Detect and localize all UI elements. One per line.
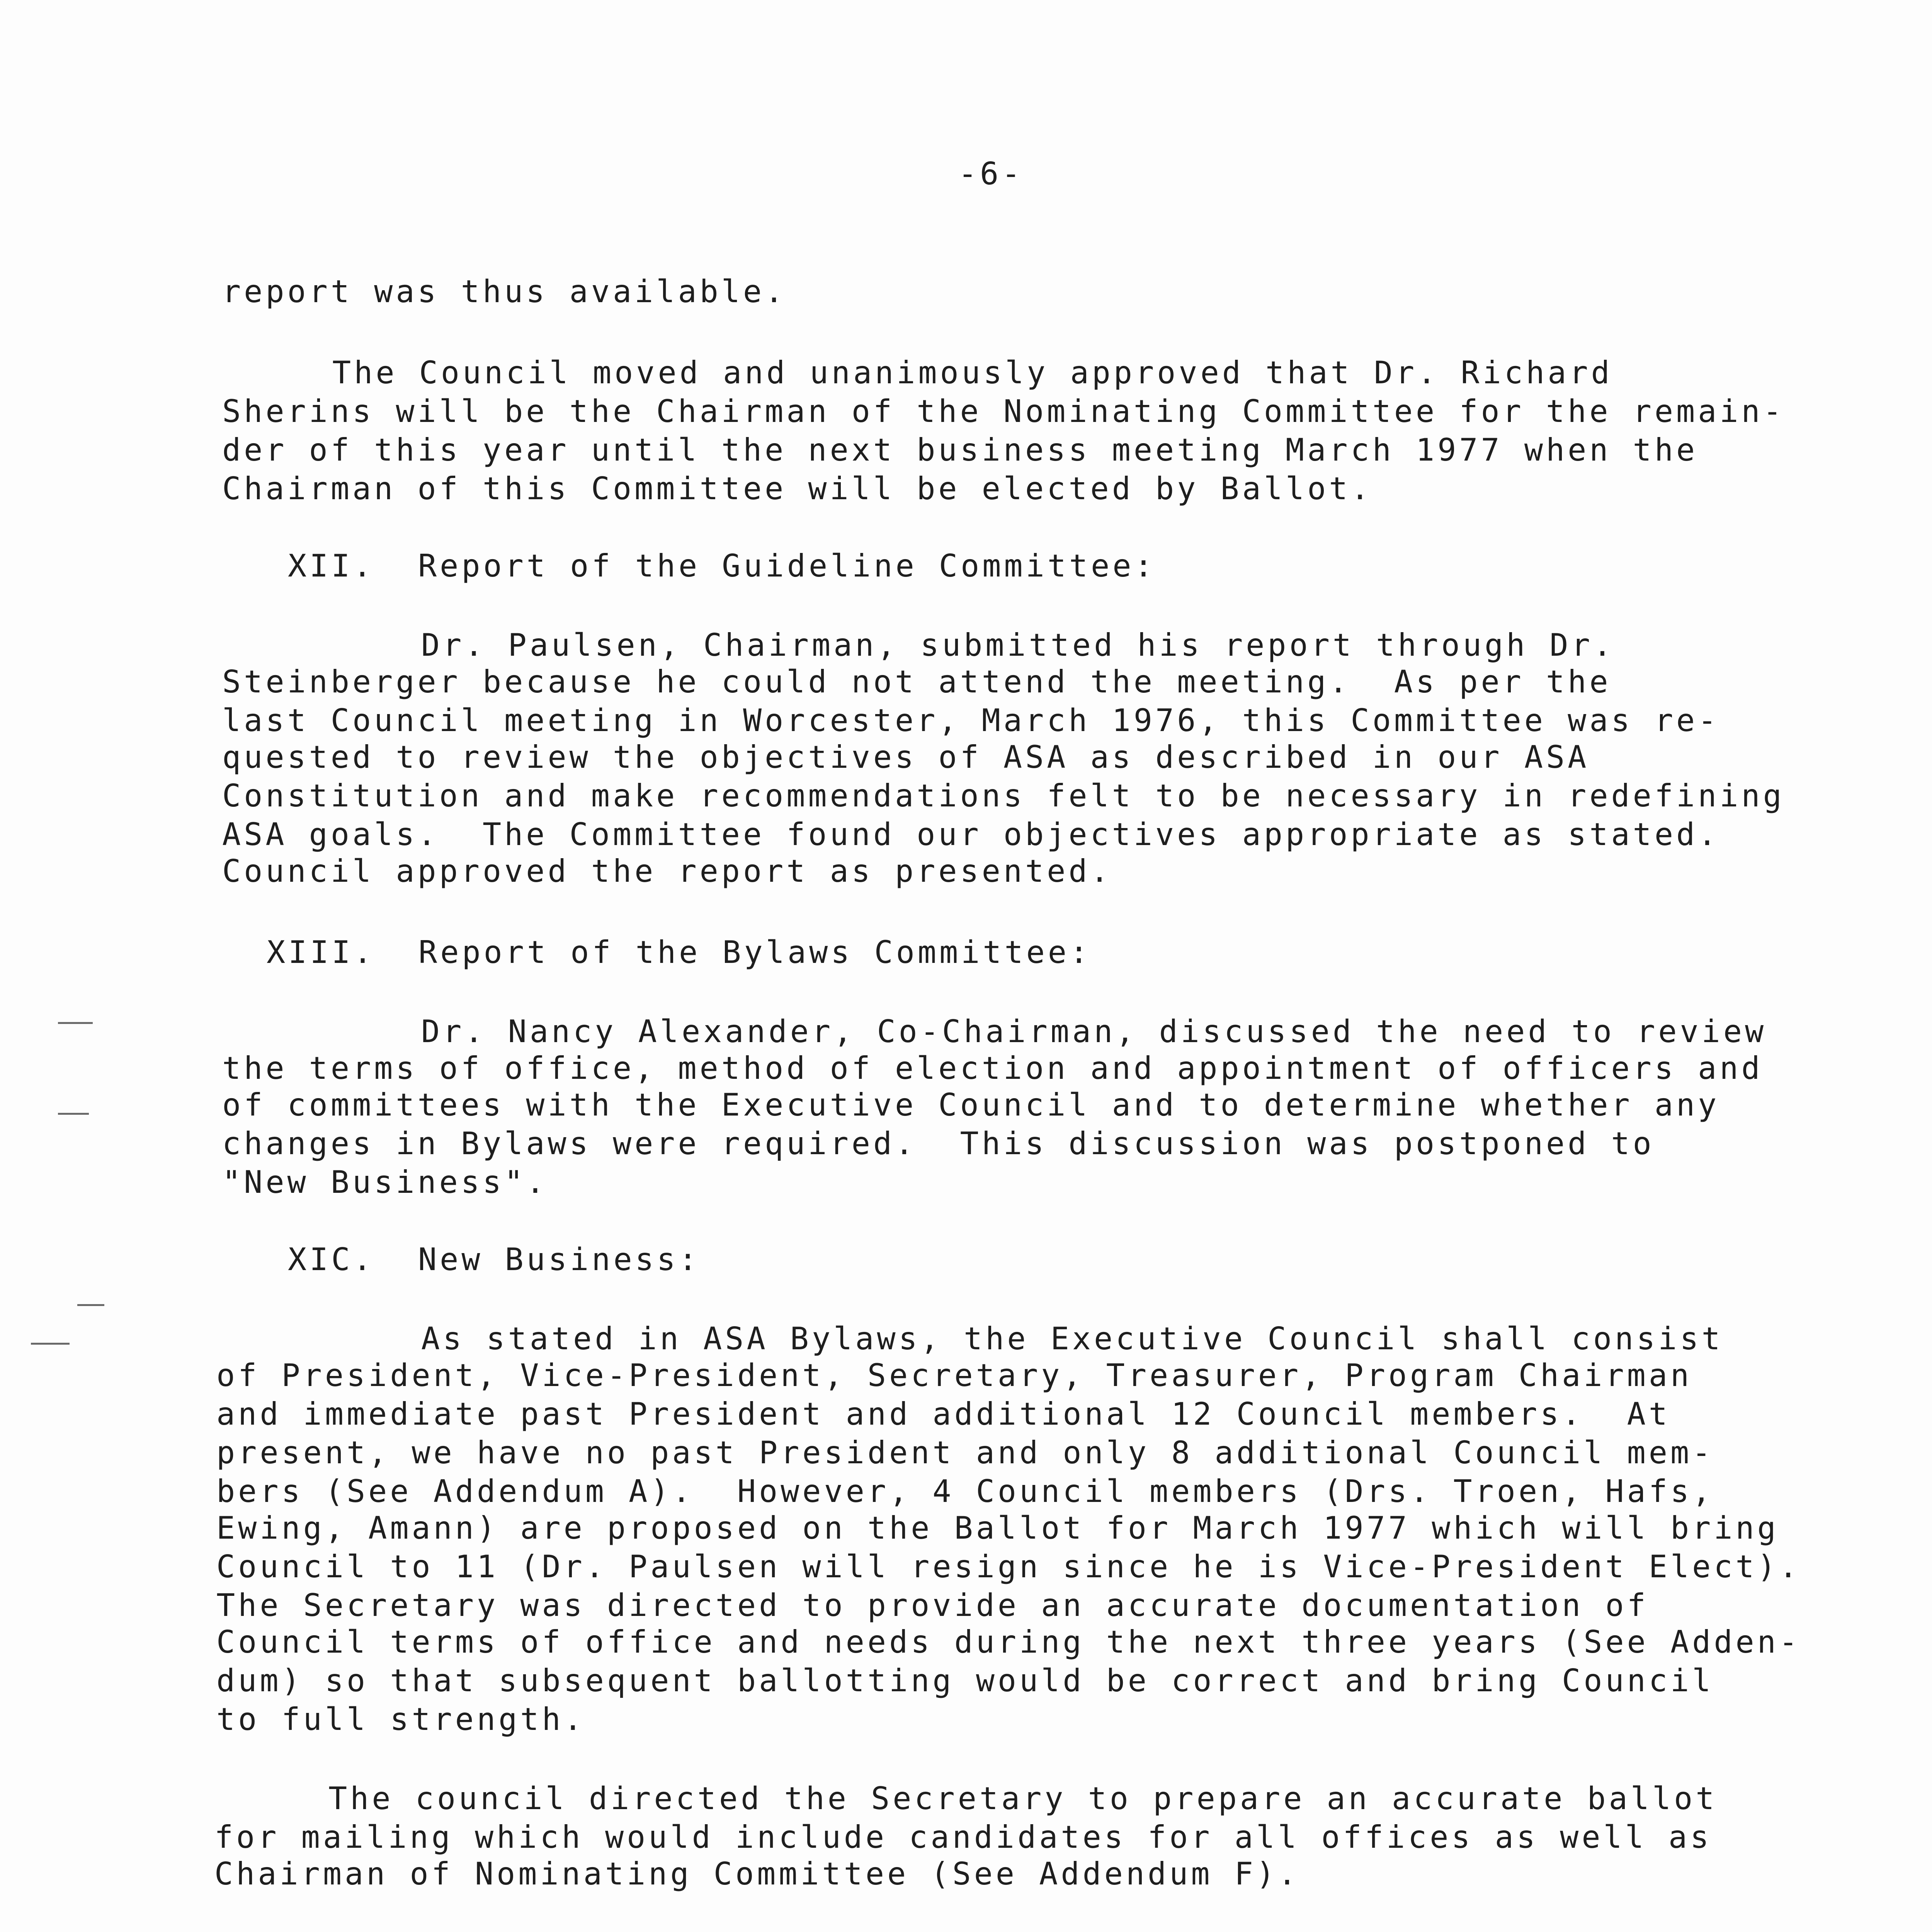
section-heading: XIII. Report of the Bylaws Committee: xyxy=(267,934,1092,970)
text-line: Chairman of this Committee will be elected by Ballot. xyxy=(222,471,1372,507)
text-line: and immediate past President and additional 12 Council members. At xyxy=(216,1396,1670,1432)
text-line: The Secretary was directed to provide an accurate documentation of xyxy=(216,1587,1649,1623)
section-heading: XIC. New Business: xyxy=(288,1242,701,1277)
margin-mark xyxy=(58,1113,89,1115)
section-heading: XII. Report of the Guideline Committee: xyxy=(288,548,1156,584)
text-line: As stated in ASA Bylaws, the Executive Council shall consist xyxy=(421,1321,1723,1357)
text-line: der of this year until the next business meeting March 1977 when the xyxy=(222,432,1698,468)
text-line: of committees with the Executive Council and to determine whether any xyxy=(222,1087,1720,1123)
text-line: Chairman of Nominating Committee (See Addendum F). xyxy=(214,1856,1300,1892)
text-line: of President, Vice-President, Secretary, Treasurer, Program Chairman xyxy=(216,1357,1692,1393)
text-line: Council terms of office and needs during the next three years (See Adden- xyxy=(216,1624,1801,1660)
text-line: Steinberger because he could not attend the meeting. As per the xyxy=(222,664,1611,700)
text-line: Constitution and make recommendations felt to be necessary in redefining xyxy=(222,778,1785,814)
text-line: for mailing which would include candidates for all offices as well as xyxy=(214,1819,1712,1855)
text-line: The Council moved and unanimously approved that Dr. Richard xyxy=(332,355,1613,391)
text-line: bers (See Addendum A). However, 4 Council members (Drs. Troen, Hafs, xyxy=(216,1473,1714,1509)
text-line: Dr. Nancy Alexander, Co-Chairman, discussed the need to review xyxy=(421,1014,1767,1049)
margin-mark xyxy=(58,1022,93,1024)
text-line: changes in Bylaws were required. This discussion was postponed to xyxy=(222,1126,1655,1162)
page-number: -6- xyxy=(958,156,1024,192)
text-line: Sherins will be the Chairman of the Nominating Committee for the remain- xyxy=(222,393,1785,429)
text-line: Council to 11 (Dr. Paulsen will resign since he is Vice-President Elect). xyxy=(216,1549,1801,1585)
text-line: the terms of office, method of election and appointment of officers and xyxy=(222,1050,1763,1086)
text-line: dum) so that subsequent ballotting would be correct and bring Council xyxy=(216,1663,1714,1699)
text-line: ASA goals. The Committee found our objectives appropriate as stated. xyxy=(222,816,1720,852)
text-line: present, we have no past President and only 8 additional Council mem- xyxy=(216,1435,1714,1471)
text-line: report was thus available. xyxy=(222,274,787,310)
text-line: last Council meeting in Worcester, March 1976, this Committee was re- xyxy=(222,702,1720,738)
text-line: Council approved the report as presented. xyxy=(222,853,1112,889)
text-line: The council directed the Secretary to prepare an accurate ballot xyxy=(328,1781,1718,1816)
text-line: "New Business". xyxy=(222,1164,548,1200)
margin-mark xyxy=(31,1343,70,1345)
text-line: to full strength. xyxy=(216,1701,585,1737)
text-line: Ewing, Amann) are proposed on the Ballot for March 1977 which will bring xyxy=(216,1510,1779,1546)
margin-mark xyxy=(77,1304,104,1306)
text-line: quested to review the objectives of ASA as described in our ASA xyxy=(222,739,1590,775)
text-line: Dr. Paulsen, Chairman, submitted his report through Dr. xyxy=(421,627,1615,663)
